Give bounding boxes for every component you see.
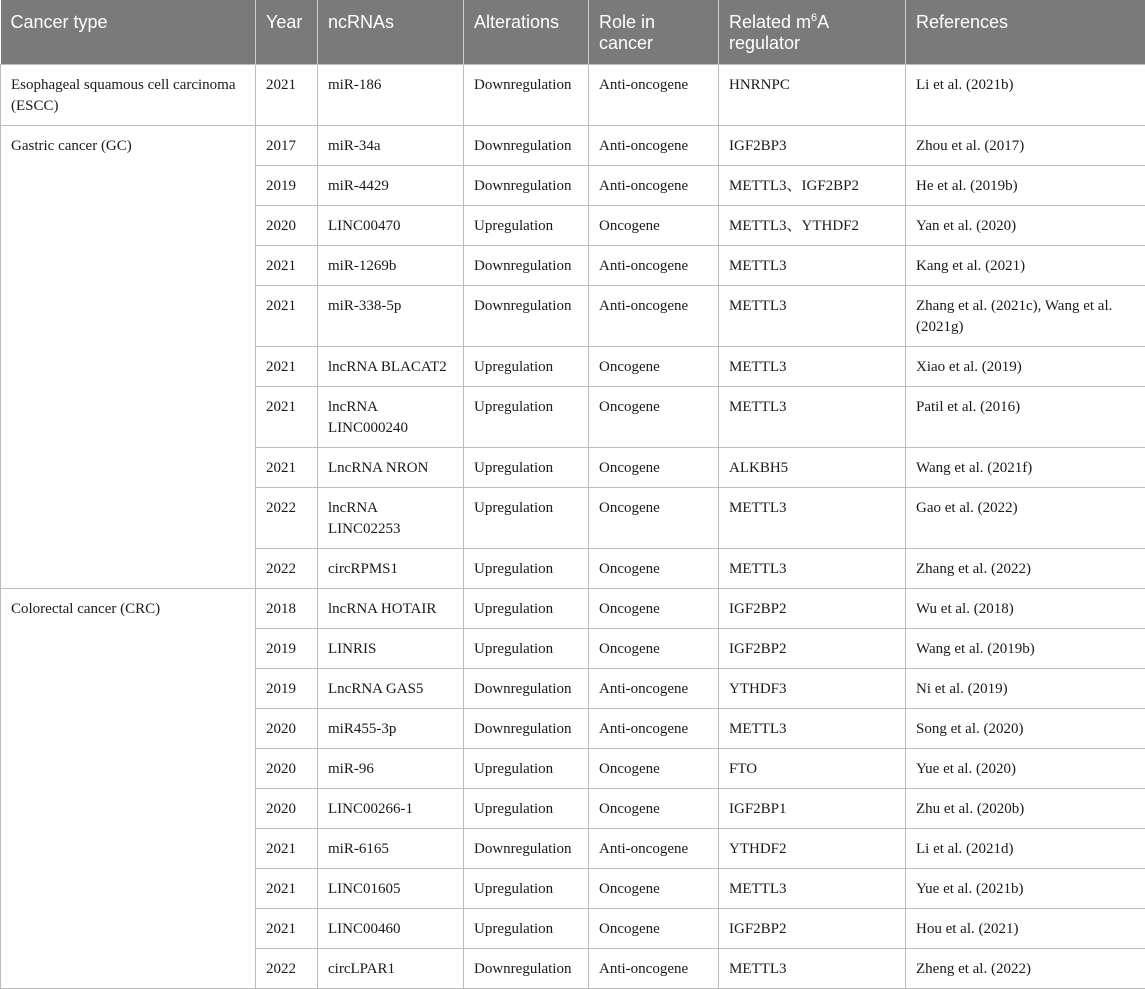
cell-alteration: Downregulation	[464, 65, 589, 126]
cell-role: Oncogene	[589, 448, 719, 488]
cell-ncrna: miR-6165	[318, 829, 464, 869]
cell-year: 2020	[256, 789, 318, 829]
header-references: References	[906, 0, 1145, 65]
cell-reference: Patil et al. (2016)	[906, 387, 1145, 448]
cell-ncrna: lncRNA LINC000240	[318, 387, 464, 448]
cell-cancer-type: Gastric cancer (GC)	[1, 126, 256, 589]
cell-reference: Zhang et al. (2022)	[906, 549, 1145, 589]
cell-alteration: Upregulation	[464, 448, 589, 488]
cell-alteration: Downregulation	[464, 829, 589, 869]
header-regulator-suffix: A regulator	[729, 12, 828, 53]
cell-role: Oncogene	[589, 549, 719, 589]
cell-alteration: Upregulation	[464, 789, 589, 829]
cell-reference: Xiao et al. (2019)	[906, 347, 1145, 387]
cell-reference: Yue et al. (2021b)	[906, 869, 1145, 909]
header-row	[1, 0, 1145, 65]
cell-ncrna: miR-338-5p	[318, 286, 464, 347]
cell-ncrna: miR-96	[318, 749, 464, 789]
cell-role: Oncogene	[589, 589, 719, 629]
cell-ncrna: LncRNA NRON	[318, 448, 464, 488]
table-row	[1, 126, 1145, 166]
cell-year: 2022	[256, 488, 318, 549]
cell-ncrna: circRPMS1	[318, 549, 464, 589]
header-year: Year	[256, 0, 318, 65]
header-regulator-prefix: Related m	[729, 12, 811, 32]
cell-reference: Kang et al. (2021)	[906, 246, 1145, 286]
cell-reference: Zhu et al. (2020b)	[906, 789, 1145, 829]
cell-year: 2020	[256, 709, 318, 749]
cell-role: Oncogene	[589, 206, 719, 246]
cell-regulator: IGF2BP3	[719, 126, 906, 166]
cell-regulator: ALKBH5	[719, 448, 906, 488]
cell-year: 2019	[256, 669, 318, 709]
header-role: Role in cancer	[589, 0, 719, 65]
cell-alteration: Upregulation	[464, 347, 589, 387]
cell-role: Oncogene	[589, 488, 719, 549]
cell-regulator: METTL3	[719, 709, 906, 749]
cell-role: Anti-oncogene	[589, 246, 719, 286]
cell-reference: Zhang et al. (2021c), Wang et al. (2021g)	[906, 286, 1145, 347]
cell-role: Oncogene	[589, 909, 719, 949]
cell-alteration: Downregulation	[464, 246, 589, 286]
cell-regulator: METTL3	[719, 869, 906, 909]
cell-regulator: IGF2BP1	[719, 789, 906, 829]
cell-role: Oncogene	[589, 629, 719, 669]
cell-role: Anti-oncogene	[589, 286, 719, 347]
cell-ncrna: circLPAR1	[318, 949, 464, 989]
cell-alteration: Upregulation	[464, 909, 589, 949]
cell-year: 2021	[256, 246, 318, 286]
cell-alteration: Upregulation	[464, 206, 589, 246]
cell-year: 2021	[256, 347, 318, 387]
cell-alteration: Upregulation	[464, 869, 589, 909]
cell-regulator: METTL3	[719, 286, 906, 347]
cell-reference: Zhou et al. (2017)	[906, 126, 1145, 166]
cell-regulator: METTL3、YTHDF2	[719, 206, 906, 246]
cell-reference: Yan et al. (2020)	[906, 206, 1145, 246]
cell-role: Anti-oncogene	[589, 829, 719, 869]
cell-reference: Li et al. (2021d)	[906, 829, 1145, 869]
cell-role: Oncogene	[589, 387, 719, 448]
table-body	[1, 65, 1145, 989]
cell-regulator: METTL3	[719, 347, 906, 387]
cell-reference: Ni et al. (2019)	[906, 669, 1145, 709]
cell-ncrna: lncRNA HOTAIR	[318, 589, 464, 629]
cell-regulator: YTHDF3	[719, 669, 906, 709]
cell-alteration: Upregulation	[464, 488, 589, 549]
cell-alteration: Downregulation	[464, 669, 589, 709]
table-row	[1, 589, 1145, 629]
cell-ncrna: LINC00460	[318, 909, 464, 949]
cell-ncrna: LINC00266-1	[318, 789, 464, 829]
cell-regulator: FTO	[719, 749, 906, 789]
cell-regulator: IGF2BP2	[719, 589, 906, 629]
cell-reference: He et al. (2019b)	[906, 166, 1145, 206]
cell-role: Oncogene	[589, 789, 719, 829]
cell-alteration: Downregulation	[464, 709, 589, 749]
cell-ncrna: lncRNA BLACAT2	[318, 347, 464, 387]
header-regulator	[719, 0, 906, 65]
cell-role: Anti-oncogene	[589, 65, 719, 126]
cell-year: 2021	[256, 869, 318, 909]
cell-alteration: Upregulation	[464, 749, 589, 789]
cell-reference: Zheng et al. (2022)	[906, 949, 1145, 989]
cell-year: 2021	[256, 829, 318, 869]
header-ncrnas: ncRNAs	[318, 0, 464, 65]
cell-regulator: METTL3	[719, 949, 906, 989]
cell-year: 2017	[256, 126, 318, 166]
cell-year: 2021	[256, 448, 318, 488]
cell-role: Anti-oncogene	[589, 166, 719, 206]
cell-ncrna: LINC00470	[318, 206, 464, 246]
cell-ncrna: miR-4429	[318, 166, 464, 206]
cell-alteration: Downregulation	[464, 166, 589, 206]
cell-ncrna: miR-34a	[318, 126, 464, 166]
table-row	[1, 65, 1145, 126]
cell-reference: Li et al. (2021b)	[906, 65, 1145, 126]
cell-regulator: IGF2BP2	[719, 909, 906, 949]
cell-alteration: Downregulation	[464, 286, 589, 347]
cell-reference: Wang et al. (2019b)	[906, 629, 1145, 669]
cell-regulator: METTL3	[719, 387, 906, 448]
cell-regulator: HNRNPC	[719, 65, 906, 126]
cell-reference: Yue et al. (2020)	[906, 749, 1145, 789]
cell-year: 2020	[256, 206, 318, 246]
cell-cancer-type: Esophageal squamous cell carcinoma (ESCC)	[1, 65, 256, 126]
cell-cancer-type: Colorectal cancer (CRC)	[1, 589, 256, 989]
cell-role: Anti-oncogene	[589, 949, 719, 989]
cell-year: 2021	[256, 65, 318, 126]
cell-alteration: Upregulation	[464, 387, 589, 448]
cell-role: Anti-oncogene	[589, 126, 719, 166]
cell-alteration: Upregulation	[464, 549, 589, 589]
cell-regulator: METTL3	[719, 246, 906, 286]
cell-year: 2021	[256, 286, 318, 347]
cell-alteration: Downregulation	[464, 126, 589, 166]
cell-year: 2022	[256, 549, 318, 589]
cell-ncrna: LncRNA GAS5	[318, 669, 464, 709]
cell-reference: Wang et al. (2021f)	[906, 448, 1145, 488]
cell-year: 2022	[256, 949, 318, 989]
header-cancer-type: Cancer type	[1, 0, 256, 65]
cell-reference: Gao et al. (2022)	[906, 488, 1145, 549]
cell-regulator: METTL3、IGF2BP2	[719, 166, 906, 206]
cell-year: 2021	[256, 387, 318, 448]
cell-reference: Wu et al. (2018)	[906, 589, 1145, 629]
cell-ncrna: miR-186	[318, 65, 464, 126]
table-header	[1, 0, 1145, 65]
cell-alteration: Upregulation	[464, 589, 589, 629]
cell-reference: Song et al. (2020)	[906, 709, 1145, 749]
header-alterations: Alterations	[464, 0, 589, 65]
cell-regulator: METTL3	[719, 549, 906, 589]
cell-ncrna: lncRNA LINC02253	[318, 488, 464, 549]
cell-role: Oncogene	[589, 749, 719, 789]
cell-regulator: YTHDF2	[719, 829, 906, 869]
cell-year: 2019	[256, 629, 318, 669]
cell-year: 2018	[256, 589, 318, 629]
cell-ncrna: miR-1269b	[318, 246, 464, 286]
cell-alteration: Upregulation	[464, 629, 589, 669]
cell-role: Oncogene	[589, 869, 719, 909]
cell-regulator: METTL3	[719, 488, 906, 549]
cell-year: 2020	[256, 749, 318, 789]
cell-role: Anti-oncogene	[589, 669, 719, 709]
cell-ncrna: LINC01605	[318, 869, 464, 909]
cell-alteration: Downregulation	[464, 949, 589, 989]
header-regulator-sup: 6	[811, 12, 817, 24]
cell-year: 2021	[256, 909, 318, 949]
cell-role: Oncogene	[589, 347, 719, 387]
cell-ncrna: miR455-3p	[318, 709, 464, 749]
cell-reference: Hou et al. (2021)	[906, 909, 1145, 949]
cell-year: 2019	[256, 166, 318, 206]
cell-role: Anti-oncogene	[589, 709, 719, 749]
cell-regulator: IGF2BP2	[719, 629, 906, 669]
cell-ncrna: LINRIS	[318, 629, 464, 669]
